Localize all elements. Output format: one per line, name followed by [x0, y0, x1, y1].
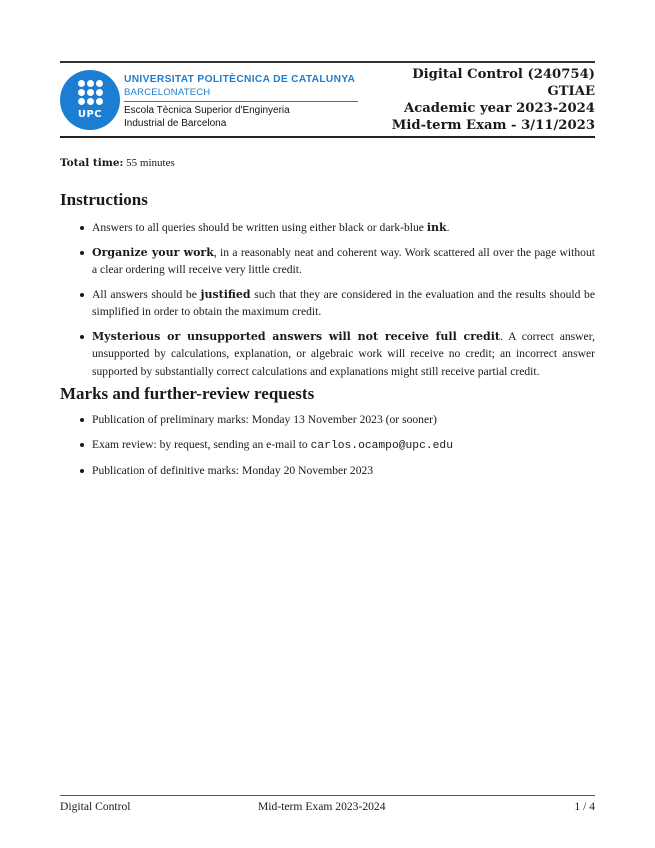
contact-email[interactable]: carlos.ocampo@upc.edu	[310, 439, 453, 452]
school-name	[124, 105, 290, 130]
marks-heading: Marks and further-review requests	[60, 384, 315, 403]
footer-course: Digital Control	[60, 800, 131, 813]
total-time-value: 55 minutes	[123, 157, 175, 169]
header-top-rule	[60, 61, 595, 63]
marks-item: Exam review: by request, sending an e-mail to carlos.ocampo@upc.edu	[80, 436, 595, 456]
school-name-line2: Industrial de Barcelona	[124, 117, 227, 129]
school-name-line1: Escola Tècnica Superior d'Enginyeria	[124, 105, 290, 116]
instruction-item: All answers should be justified such that they are considered in the evaluation and the results should be simplified in order to obtain the maximum credit.	[80, 286, 595, 321]
instruction-item: Mysterious or unsupported answers will not receive full credit. A correct answer, unsupported by calculations, explanation, or algebraic work will receive no credit; an incorrect answer supported by substantially correct calculations and explanations might still receive partial credit.	[80, 328, 595, 381]
university-subtitle: BARCELONATECH	[124, 87, 211, 98]
upc-dots-icon	[78, 80, 104, 106]
page-number: 1 / 4	[574, 800, 595, 813]
marks-list	[80, 411, 595, 487]
logo-divider	[124, 101, 358, 102]
footer-exam: Mid-term Exam 2023-2024	[258, 800, 386, 813]
academic-year: Academic year 2023-2024	[403, 101, 595, 116]
marks-item: Publication of definitive marks: Monday 20 November 2023	[80, 462, 595, 480]
footer-rule	[60, 795, 595, 796]
instructions-heading: Instructions	[60, 190, 148, 209]
university-name: UNIVERSITAT POLITÈCNICA DE CATALUNYA	[124, 74, 356, 85]
total-time-label: Total time:	[60, 157, 124, 169]
marks-item: Publication of preliminary marks: Monday 13 November 2023 (or sooner)	[80, 411, 595, 429]
instruction-item: Organize your work, in a reasonably neat and coherent way. Work scattered all over the page without a clear ordering will receive very little credit.	[80, 244, 595, 279]
degree-code: GTIAE	[547, 84, 595, 99]
course-info	[392, 66, 595, 134]
exam-cover-page	[60, 0, 595, 848]
instructions-list	[80, 219, 595, 387]
header-bottom-rule	[60, 136, 595, 138]
total-time	[60, 157, 175, 169]
upc-logo-circle-icon	[60, 70, 120, 130]
instruction-item: Answers to all queries should be written using either black or dark-blue ink.	[80, 219, 595, 237]
upc-logo	[60, 70, 360, 130]
exam-title: Mid-term Exam - 3/11/2023	[391, 118, 595, 133]
upc-badge-text: UPC	[77, 109, 103, 120]
course-title: Digital Control (240754)	[412, 67, 595, 82]
